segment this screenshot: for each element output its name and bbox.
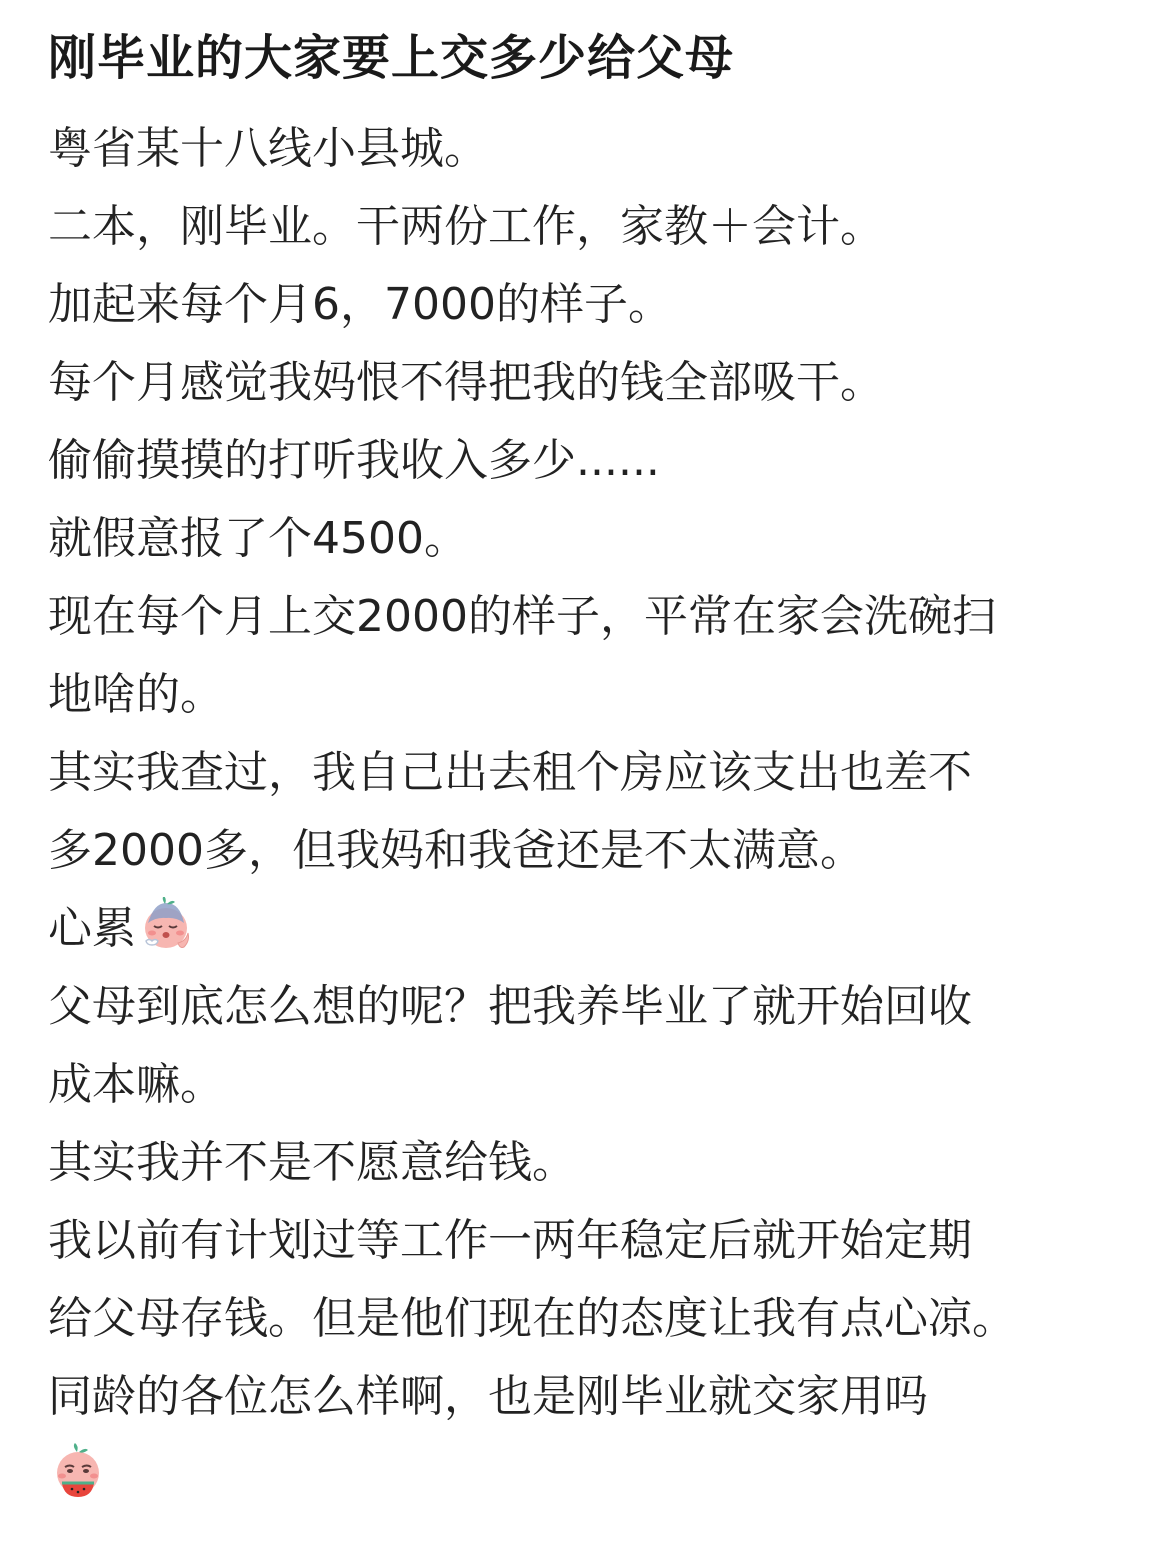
body-line: 其实我并不是不愿意给钱。	[48, 1137, 576, 1188]
body-line: 同龄的各位怎么样啊，也是刚毕业就交家用吗	[48, 1371, 928, 1422]
peach-eating-watermelon-emoji-icon	[50, 1443, 106, 1499]
body-line: 给父母存钱。但是他们现在的态度让我有点心凉。	[48, 1293, 1016, 1344]
body-line: 成本嘛。	[48, 1059, 224, 1110]
body-line: 每个月感觉我妈恨不得把我的钱全部吸干。	[48, 357, 884, 408]
body-line: 我以前有计划过等工作一两年稳定后就开始定期	[48, 1215, 972, 1266]
body-line: 地啥的。	[48, 669, 224, 720]
post-title: 刚毕业的大家要上交多少给父母	[48, 30, 735, 86]
tired-peach-emoji-icon	[138, 897, 194, 953]
post-body	[48, 110, 1128, 1514]
body-line: 其实我查过，我自己出去租个房应该支出也差不	[48, 747, 972, 798]
body-line-text: 心累	[48, 903, 136, 954]
emoji-line	[48, 1436, 1128, 1514]
body-line: 加起来每个月6，7000的样子。	[48, 279, 672, 330]
post-content	[48, 26, 1128, 1514]
body-line: 粤省某十八线小县城。	[48, 123, 488, 174]
body-line: 现在每个月上交2000的样子，平常在家会洗碗扫	[48, 591, 996, 642]
body-line-with-emoji	[48, 890, 1128, 968]
body-line: 二本，刚毕业。干两份工作，家教＋会计。	[48, 201, 884, 252]
body-line: 多2000多，但我妈和我爸还是不太满意。	[48, 825, 864, 876]
body-line: 父母到底怎么想的呢？把我养毕业了就开始回收	[48, 981, 972, 1032]
body-line: 偷偷摸摸的打听我收入多少......	[48, 435, 660, 486]
body-line: 就假意报了个4500。	[48, 513, 468, 564]
